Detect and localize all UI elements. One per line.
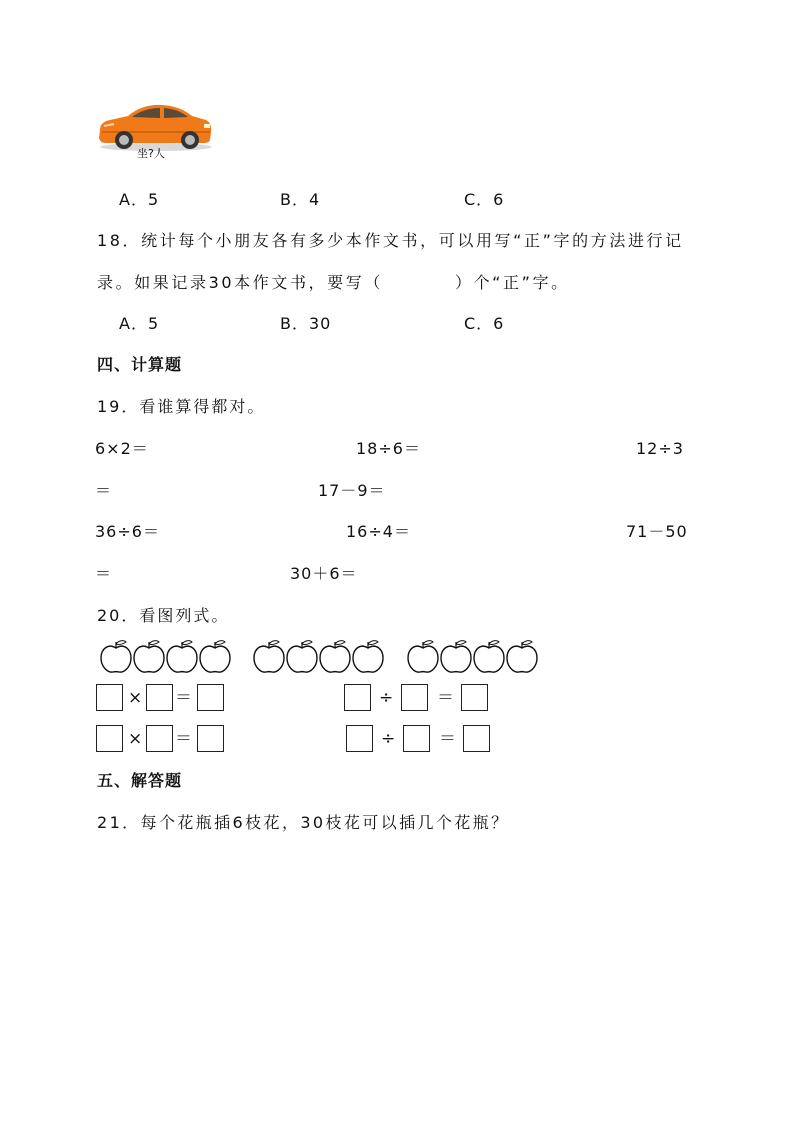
q20-label: 20．看图列式。 <box>97 606 230 625</box>
equals-sign: ＝ <box>175 688 192 708</box>
apple-icon <box>287 641 317 672</box>
answer-box[interactable] <box>96 684 123 711</box>
answer-box[interactable] <box>463 725 490 752</box>
q18-option-b: B．30 <box>280 314 332 333</box>
q18-option-c: C．6 <box>464 314 505 333</box>
divide-sign: ÷ <box>381 729 396 749</box>
answer-box[interactable] <box>346 725 373 752</box>
apple-groups <box>100 639 540 673</box>
divide-sign: ÷ <box>379 688 394 708</box>
q17-option-b: B．4 <box>280 190 321 209</box>
apple-icon <box>101 641 131 672</box>
calc-item: 16÷4＝ <box>346 522 411 541</box>
q18-option-a: A．5 <box>119 314 160 333</box>
answer-box[interactable] <box>146 725 173 752</box>
answer-box[interactable] <box>344 684 371 711</box>
q21-text: 21．每个花瓶插6枝花，30枝花可以插几个花瓶？ <box>97 813 510 832</box>
times-sign: × <box>128 729 143 749</box>
section-heading-word-problems: 五、解答题 <box>97 771 183 790</box>
answer-box[interactable] <box>401 684 428 711</box>
section-heading-calculation: 四、计算题 <box>97 355 183 374</box>
answer-box[interactable] <box>197 725 224 752</box>
q18-line2-after: ）个“正”字。 <box>454 273 570 292</box>
q17-option-c: C．6 <box>464 190 505 209</box>
apple-icon <box>474 641 504 672</box>
answer-box[interactable] <box>96 725 123 752</box>
calc-item: 30＋6＝ <box>290 564 358 583</box>
equals-sign: ＝ <box>439 729 456 749</box>
answer-box[interactable] <box>461 684 488 711</box>
calc-item: 17－9＝ <box>318 481 386 500</box>
car-icon <box>94 100 216 152</box>
answer-box[interactable] <box>146 684 173 711</box>
apple-icon <box>353 641 383 672</box>
calc-item: 71－50 <box>626 522 688 541</box>
q19-label: 19．看谁算得都对。 <box>97 397 266 416</box>
equals-sign: ＝ <box>175 729 192 749</box>
answer-box[interactable] <box>197 684 224 711</box>
car-illustration <box>94 100 216 152</box>
apple-icon <box>200 641 230 672</box>
apple-icon <box>254 641 284 672</box>
apple-icon <box>507 641 537 672</box>
answer-box[interactable] <box>403 725 430 752</box>
apple-icon <box>134 641 164 672</box>
q18-line2-before: 录。如果记录30本作文书，要写（ <box>97 273 383 292</box>
equals-sign: ＝ <box>437 688 454 708</box>
calc-item: 18÷6＝ <box>356 439 421 458</box>
apple-icon <box>441 641 471 672</box>
q18-line2 <box>97 273 570 293</box>
q18-line1: 18．统计每个小朋友各有多少本作文书，可以用写“正”字的方法进行记 <box>97 231 684 250</box>
calc-item: ＝ <box>95 564 113 583</box>
apple-icon <box>408 641 438 672</box>
calc-item: 12÷3 <box>636 439 684 458</box>
calc-item: 6×2＝ <box>95 439 149 458</box>
calc-item: 36÷6＝ <box>95 522 160 541</box>
apple-icon <box>320 641 350 672</box>
apple-icon <box>167 641 197 672</box>
calc-item: ＝ <box>95 481 113 500</box>
car-caption: 坐?人 <box>137 147 165 160</box>
q17-option-a: A．5 <box>119 190 160 209</box>
apples-illustration <box>100 639 540 673</box>
times-sign: × <box>128 688 143 708</box>
